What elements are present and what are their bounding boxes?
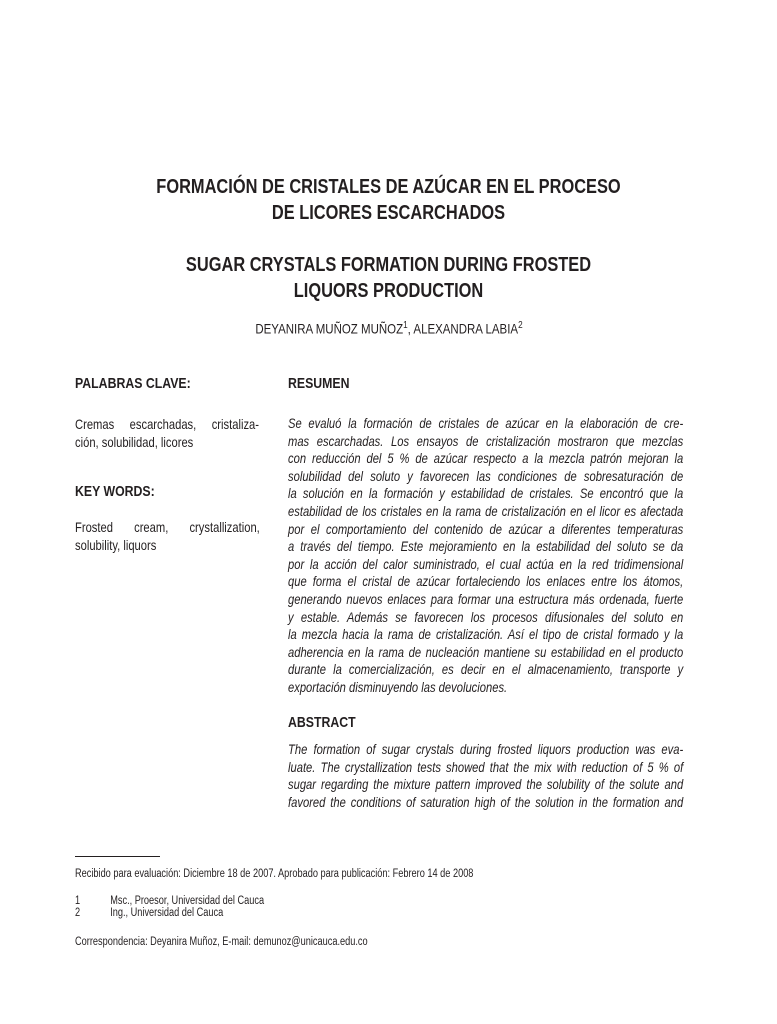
title-english xyxy=(0,252,777,304)
author-separator: , xyxy=(407,320,413,337)
footnote-1 xyxy=(75,895,264,907)
text-line: Cremas escarchadas, cristaliza- xyxy=(75,416,259,432)
title-line: FORMACIÓN DE CRISTALES DE AZÚCAR EN EL PROCESO xyxy=(156,176,621,198)
text-line: luate. The crystallization tests showed that the mix with reduction of 5 % of xyxy=(288,758,684,775)
key-words-text xyxy=(75,519,260,554)
abstract-heading xyxy=(288,714,371,731)
text-line: que forma el cristal de azúcar fortaleciendo los enlaces entre los átomos, xyxy=(288,573,684,590)
text-line: por el comportamiento del contenido de azúcar a diferentes temperaturas xyxy=(288,520,684,537)
palabras-clave-heading xyxy=(75,375,216,392)
text-line: generando nuevos enlaces para formar una estructura más ordenada, fuerte xyxy=(288,590,684,607)
text-line: solubilidad del soluto y favorecen las condiciones de sobresaturación de xyxy=(288,467,684,484)
text-line: durante la comercialización, es decir en el almacenamiento, transporte y xyxy=(288,661,684,678)
text-line: por la acción del calor suministrado, el cual actúa en la red tridimensional xyxy=(288,555,684,572)
author-1: DEYANIRA MUÑOZ MUÑOZ xyxy=(254,320,403,337)
text-line: mas escarchadas. Los ensayos de cristalización mostraron que mezclas xyxy=(288,432,684,449)
footnote-divider xyxy=(75,856,160,857)
text-line: estabilidad de los cristales en la rama de cristalización en el licor es afectada xyxy=(288,502,684,519)
authors xyxy=(0,320,777,337)
resumen-heading xyxy=(288,375,363,392)
author-1-footnote-ref: 1 xyxy=(402,320,408,331)
footnote-text: Msc., Proesor, Universidad del Cauca xyxy=(110,895,265,907)
title-line: SUGAR CRYSTALS FORMATION DURING FROSTED xyxy=(185,254,592,276)
text-line: exportación disminuyendo las devoluciones. xyxy=(288,678,508,695)
title-spanish xyxy=(0,174,777,226)
text-line: con reducción del 5 % de azúcar respecto a la mezcla patrón mejoran la xyxy=(288,450,684,467)
footnote-2 xyxy=(75,907,223,919)
footnote-text: Ing., Universidad del Cauca xyxy=(110,907,224,919)
text-line: y estable. Además se favorecen los procesos difusionales del soluto en xyxy=(288,608,684,625)
heading-text: RESUMEN xyxy=(288,375,350,392)
text-line: The formation of sugar crystals during frosted liquors production was eva- xyxy=(288,741,684,757)
text-line: solubility, liquors xyxy=(75,536,157,553)
text-line: Se evaluó la formación de cristales de azúcar en la elaboración de cre- xyxy=(288,415,684,431)
palabras-clave-text xyxy=(75,416,259,451)
footnote-number: 1 xyxy=(75,895,81,907)
footnote-number: 2 xyxy=(75,907,81,919)
correspondence-note: Correspondencia: Deyanira Muñoz, E-mail: demunoz@unicauca.edu.co xyxy=(75,936,368,948)
heading-text: PALABRAS CLAVE: xyxy=(75,375,191,392)
text-line: la solución en la formación y estabilidad de cristales. Se encontró que la xyxy=(288,485,684,502)
heading-text: ABSTRACT xyxy=(288,714,356,731)
author-2-footnote-ref: 2 xyxy=(517,320,523,331)
key-words-heading xyxy=(75,483,172,500)
title-line: LIQUORS PRODUCTION xyxy=(293,280,484,302)
text-line: sugar regarding the mixture pattern improved the solubility of the solute and xyxy=(288,776,684,793)
text-line: Frosted cream, crystallization, xyxy=(75,519,260,535)
title-line: DE LICORES ESCARCHADOS xyxy=(271,202,506,224)
author-2: ALEXANDRA LABIA xyxy=(412,320,518,337)
text-line: la mezcla hacia la rama de cristalización. Así el tipo de cristal formado y la xyxy=(288,626,684,643)
abstract-text xyxy=(288,741,683,811)
text-line: adherencia en la rama de nucleación mantiene su estabilidad en el producto xyxy=(288,643,684,660)
text-line: favored the conditions of saturation high of the solution in the formation and xyxy=(288,793,684,810)
text-line: ción, solubilidad, licores xyxy=(75,433,194,450)
resumen-text xyxy=(288,415,683,697)
received-note: Recibido para evaluación: Diciembre 18 de 2007. Aprobado para publicación: Febrero 14 de 2008 xyxy=(75,868,474,880)
text-line: a través del tiempo. Este mejoramiento en la estabilidad del soluto se da xyxy=(288,538,684,555)
heading-text: KEY WORDS: xyxy=(75,483,155,500)
